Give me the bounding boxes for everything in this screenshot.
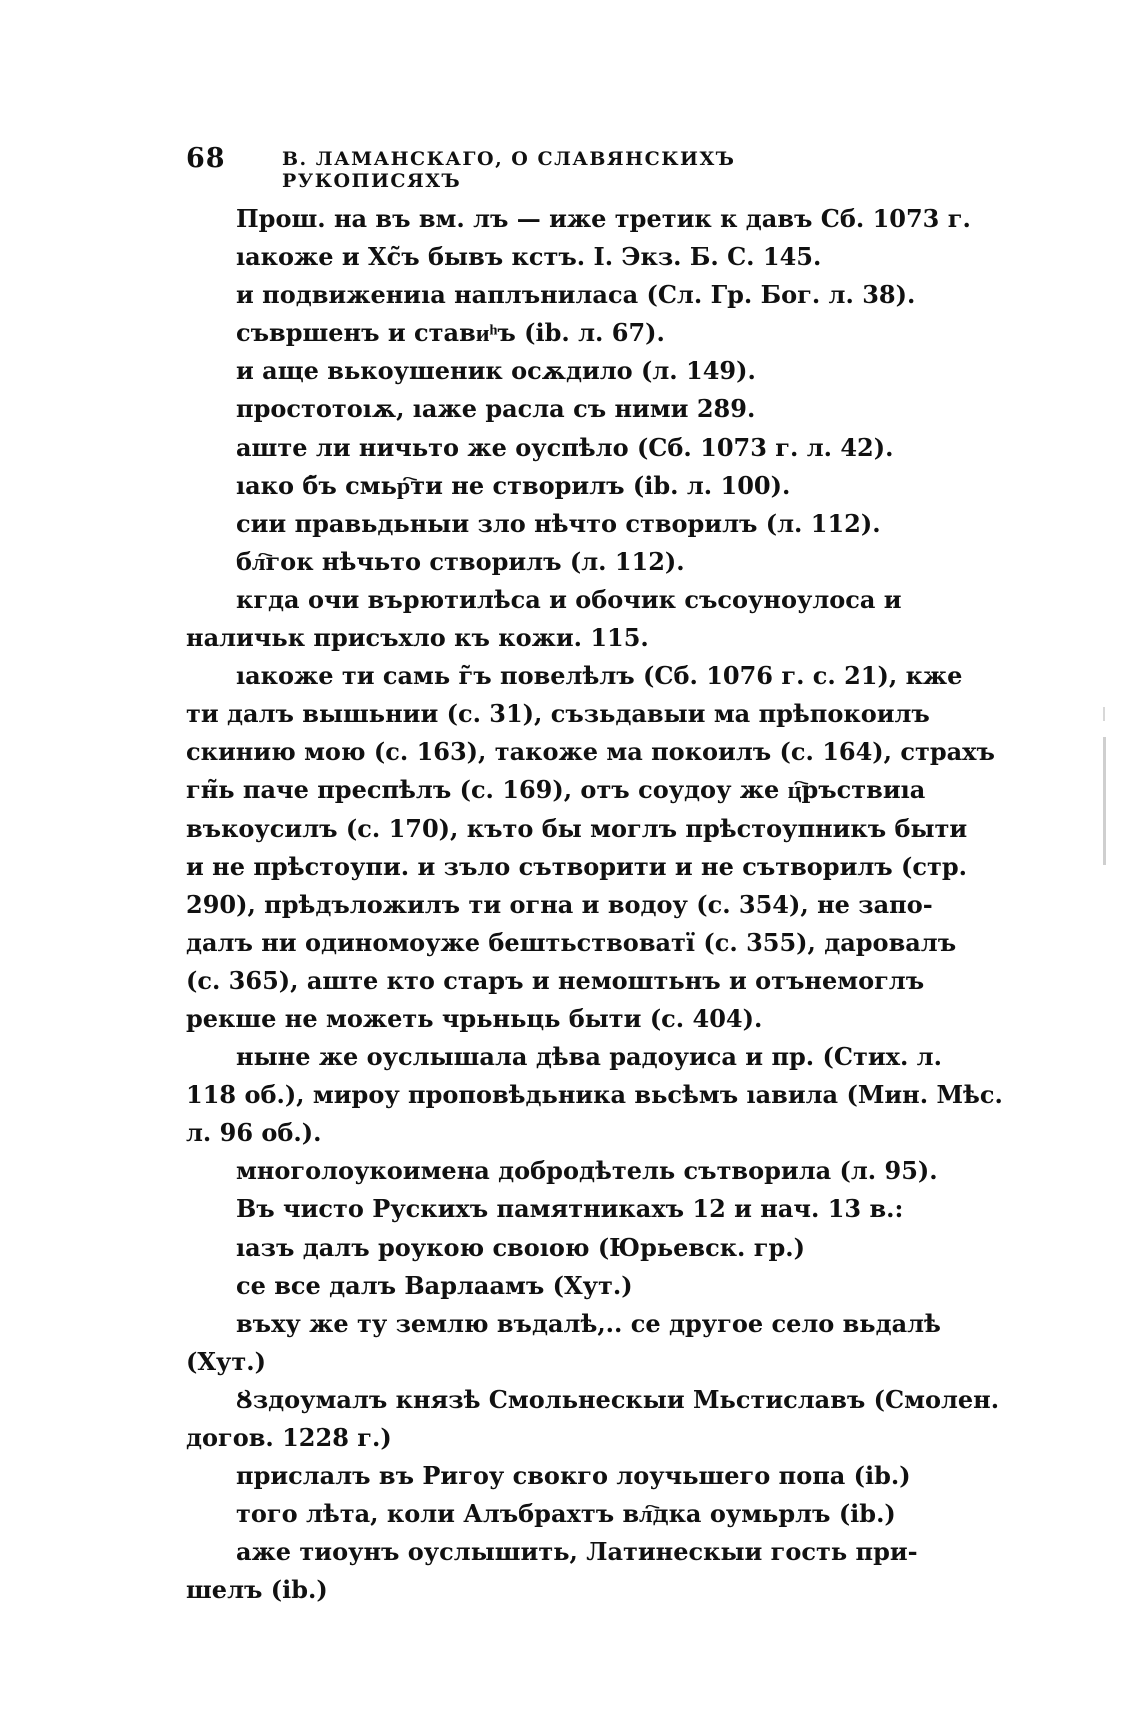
text-line: ıакоже ти самь г̃ъ повелѣлъ (Сб. 1076 г. с. 21), кже (236, 661, 963, 691)
text-line: шелъ (ib.) (186, 1575, 328, 1605)
text-line: и не прѣстоупи. и зъло сътворити и не сътворилъ (стр. (186, 851, 968, 881)
text-line: и аще вькоушеник осѫдило (л. 149). (236, 356, 756, 386)
text-line: кгда очи върютилѣса и обочик съсоуноулоса и (236, 584, 902, 614)
text-line: (Хут.) (186, 1346, 266, 1376)
text-line: Въ чисто Рускихъ памятникахъ 12 и нач. 13 в.: (236, 1194, 904, 1224)
text-line: сии правьдьныи зло нѣчто створилъ (л. 112). (236, 508, 881, 538)
text-line: того лѣта, коли Алъбрахтъ вл҇дка оумьрлъ (ib.) (236, 1499, 896, 1529)
text-line: 290), прѣдъложилъ ти огна и водоу (с. 354), не запо- (186, 889, 933, 919)
text-line: въху же ту землю въдалѣ,.. се другое село вьдалѣ (236, 1308, 941, 1338)
text-line: въкоусилъ (с. 170), къто бы моглъ прѣстоупникъ быти (186, 813, 968, 843)
text-line: ıако б̃ъ смьр҇ти не створилъ (ib. л. 100). (236, 470, 791, 500)
text-line: догов. 1228 г.) (186, 1423, 392, 1452)
text-line: многолоукоимена добродѣтель сътворила (л. 95). (236, 1156, 938, 1186)
running-head: В. ЛАМАНСКАГО, О СЛАВЯНСКИХЪ РУКОПИСЯХЪ (282, 148, 736, 192)
text-line: съвршенъ и ставиͪъ (ib. л. 67). (236, 318, 665, 348)
text-line: ти далъ вышьнии (с. 31), съзьдавыи ма прѣпокоилъ (186, 699, 930, 729)
text-line: аште ли ничьто же оуспѣло (Сб. 1073 г. л. 42). (236, 432, 894, 462)
text-line: Прош. на въ вм. лъ — иже третик к давъ Сб. 1073 г. (236, 204, 971, 233)
text-line: гн̃ь паче преспѣлъ (с. 169), отъ соудоу же ц҇ръствиıa (186, 775, 926, 805)
text-line: скинию мою (с. 163), такоже ма покоилъ (с. 164), страхъ (186, 737, 995, 767)
text-line: ıакоже и Хс̃ъ бывъ кстъ. I. Экз. Б. С. 145. (236, 242, 822, 272)
text-line: простотоıѫ, ıаже расла съ ними 289. (236, 394, 756, 424)
page-number: 68 (186, 143, 226, 174)
text-line: далъ ни одиномоуже бештьствоватї (с. 355), даровалъ (186, 927, 957, 957)
text-line: ıазъ далъ роукою своıoю (Юрьевск. гр.) (236, 1232, 805, 1262)
body-text (186, 200, 1006, 1609)
page-header (186, 143, 906, 192)
text-line: л. 96 об.). (186, 1118, 322, 1148)
text-line: се все далъ Варлаамъ (Хут.) (236, 1270, 633, 1300)
text-line: и подвижениıa наплъниласа (Сл. Гр. Бог. л. 38). (236, 280, 916, 310)
text-line: прислалъ въ Ригоу свокго лоучьшего попа (ib.) (236, 1461, 911, 1491)
scan-edge-tick (1103, 707, 1105, 721)
text-line: (с. 365), аште кто старъ и немоштьнъ и отънемоглъ (186, 965, 925, 995)
text-line: Ȣздоумалъ князѣ Смольнескыи Мьстиславъ (Смолен. (236, 1384, 1000, 1414)
text-line: бл҇гок нѣчьто створилъ (л. 112). (236, 546, 685, 576)
text-line: наличьк присъхло къ кожи. 115. (186, 623, 649, 653)
text-line: ныне же оуслышала дѣва радоуиса и пр. (Стих. л. (236, 1042, 942, 1072)
text-line: рекше не можеть чрьньць быти (с. 404). (186, 1003, 763, 1033)
text-line: аже тиоунъ оуслышить, Латинескыи гость при- (236, 1537, 918, 1567)
scan-edge-mark (1103, 737, 1106, 865)
text-line: 118 об.), мироу проповѣдьника вьсѣмъ ıавила (Мин. Мѣс. (186, 1080, 1003, 1110)
